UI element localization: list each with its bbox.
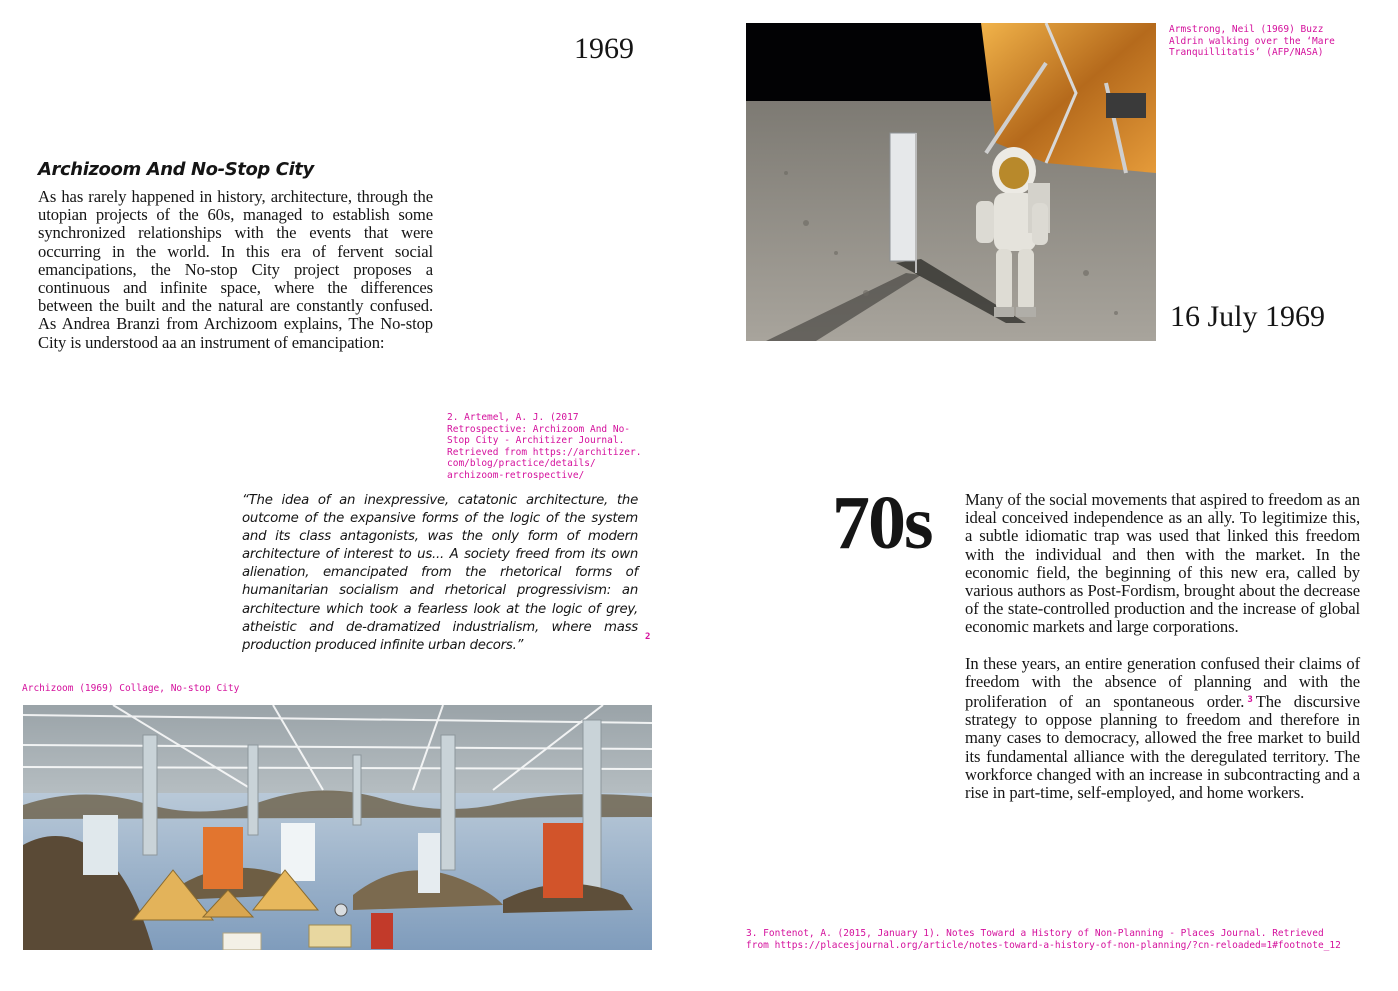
quote-footnote-number: 2	[645, 632, 651, 642]
footnote-marker-3: 3	[1247, 695, 1253, 706]
paragraph-1: Many of the social movements that aspired to freedom as an ideal conceived independence as an ally. To legitimize this, a subtle idiomatic trap was used that linked this freedom with the individual and then with the market. In the economic field, the beginning of this new era, called by various authors as Post-Fordism, brought about the decrease of the state-controlled production and the increase of global economic markets and large corporations.	[965, 490, 1360, 637]
paragraph-2	[965, 655, 1360, 803]
footnote-3: 3. Fontenot, A. (2015, January 1). Notes Toward a History of Non-Planning - Places Journal. Retrieved from https://placesjournal.org/article/notes-toward-a-history-of-non-planning/?cn-reloaded=1#footnote_12	[746, 928, 1341, 951]
year-heading: 1969	[574, 32, 634, 65]
paragraph-2-part-b: The discursive strategy to oppose planning to freedom and therefore in many cases to democracy, allowed the free market to build its fundamental alliance with the deregulated territory. The workforce changed with an increase in subcontracting and a rise in part-time, self-employed, and home workers.	[965, 692, 1360, 803]
moon-landing-photo	[746, 23, 1156, 341]
section-heading: Archizoom And No-Stop City	[38, 159, 314, 180]
photo-caption: Armstrong, Neil (1969) Buzz Aldrin walking over the ‘Mare Tranquillitatis’ (AFP/NASA)	[1169, 24, 1335, 59]
decade-title: 70s	[832, 481, 932, 565]
collage-caption: Archizoom (1969) Collage, No-stop City	[22, 683, 240, 694]
no-stop-city-collage-image	[23, 705, 652, 950]
reference-note-2: 2. Artemel, A. J. (2017 Retrospective: Archizoom And No- Stop City - Architizer Journal. Retrieved from https://architizer. com/blog/practice/details/ archizoom-retrospective/	[447, 412, 642, 481]
date-heading: 16 July 1969	[1170, 300, 1326, 333]
paragraph-2-part-a: In these years, an entire generation confused their claims of freedom with the absence of planning and with the proliferation of an spontaneous order.	[965, 653, 1360, 712]
body-text-right	[965, 491, 1360, 820]
branzi-quote: “The idea of an inexpressive, catatonic architecture, the outcome of the expansive forms of the logic of the system and its class antagonists, was the only form of modern architecture of interest to us... A society freed from its own alienation, emancipated from the rhetorical forms of humanitarian socialism and rhetorical progressivism: an architecture which took a fearless look at the logic of grey, atheistic and de-dramatized industrialism, where mass production produced infinite urban decors.”	[242, 493, 638, 653]
body-text-left: As has rarely happened in history, architecture, through the utopian projects of the 60s, managed to establish some synchronized relationships with the events that were occurring in the world. In this era of fervent social emancipations, the No-stop City project proposes a continuous and infinite space, where the differences between the built and the natural are constantly confused. As Andrea Branzi from Archizoom explains, The No-stop City is understood aa an instrument of emancipation:	[38, 187, 433, 352]
